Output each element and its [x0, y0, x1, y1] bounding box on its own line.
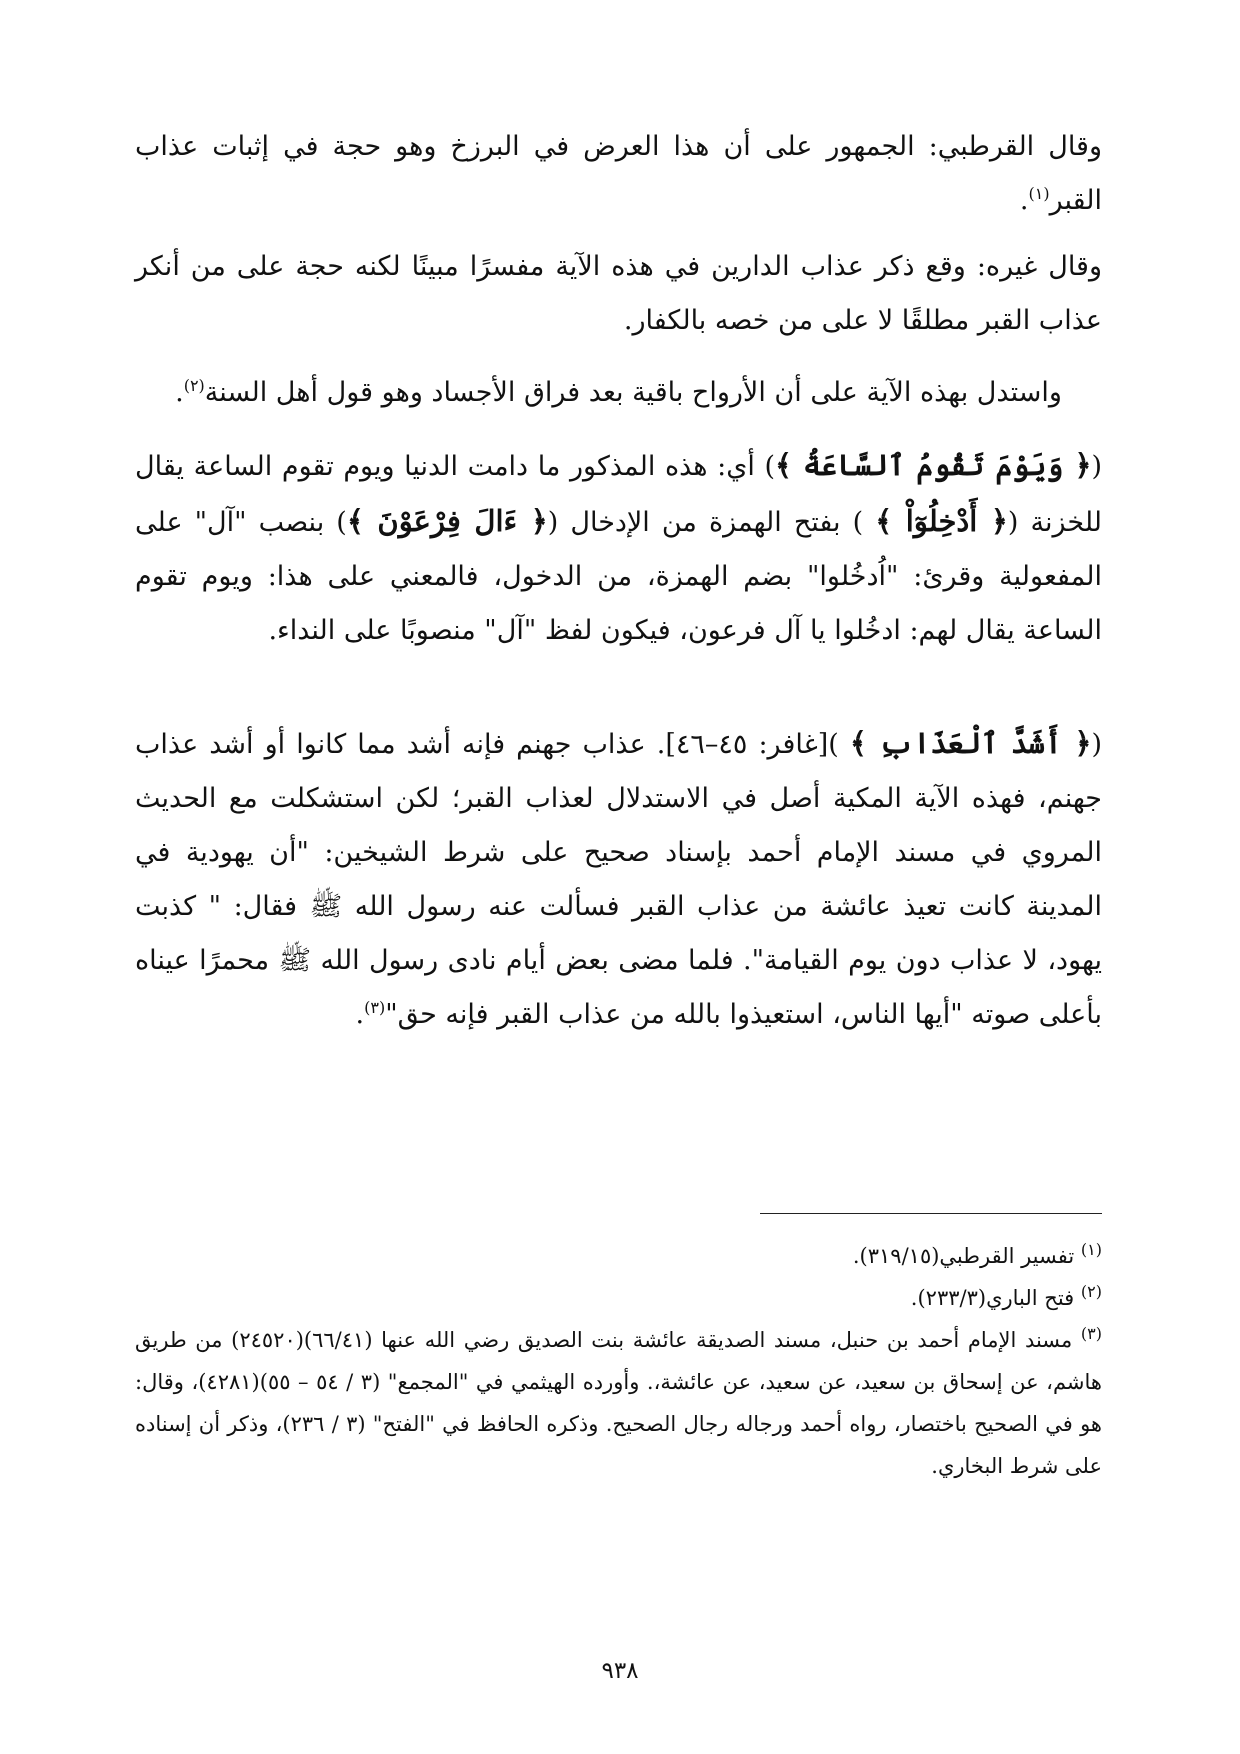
footnote-reference: (٢) [183, 376, 205, 395]
footnote-marker: (٢) [1080, 1282, 1102, 1301]
body-text: ) بنصب "آل" على المفعولية وقرئ: "اُدخُلوا" بضم الهمزة، من الدخول، فالمعني على هذا: ويوم تقوم الساعة يقال لهم: ادخُلوا يا آل فرعون، فيكون لفظ "آل" منصوبًا على النداء. [135, 507, 1102, 646]
footnote-marker: (١) [1080, 1240, 1102, 1259]
footnote-reference: (٣) [364, 998, 386, 1017]
body-text: . [1019, 185, 1029, 216]
body-text: )[غافر: ٤٥–٤٦]. عذاب جهنم فإنه أشد مما كانوا أو أشد عذاب جهنم، فهذه الآية المكية أصل في الاستدلال لعذاب القبر؛ لكن استشكلت مع الحديث المروي في مسند الإمام أحمد بإسناد صحيح على شرط الشيخين: "أن يهودية في المدينة كانت تعيذ عائشة من عذاب القبر فسألت عنه رسول الله ﷺ فقال: " كذبت يهود، لا عذاب دون يوم القيامة". فلما مضى بعض أيام نادى رسول الله ﷺ محمرًا عيناه بأعلى صوته "أيها الناس، استعيذوا بالله من عذاب القبر فإنه حق" [135, 729, 1102, 1030]
quran-verse: ﴿ وَيَوْمَ تَقُومُ ٱلسَّاعَةُ ﴾ [775, 448, 1092, 482]
footnote-1 [135, 1235, 1102, 1277]
footnote-text: مسند الإمام أحمد بن حنبل، مسند الصديقة عائشة بنت الصديق رضي الله عنها (٦٦/٤١)(٢٤٥٢٠) من طريق هاشم، عن إسحاق بن سعيد، عن سعيد، عن عائشة،. وأورده الهيثمي في "المجمع" (٣ / ٥٤ – ٥٥)(٤٢٨١)، وقال: هو في الصحيح باختصار، رواه أحمد ورجاله رجال الصحيح. وذكره الحافظ في "الفتح" (٣ / ٢٣٦)، وذكر أن إسناده على شرط البخاري. [135, 1328, 1102, 1478]
footnote-2 [135, 1277, 1102, 1319]
page-number: ٩٣٨ [601, 1658, 639, 1684]
quran-verse: ﴿ أَشَدَّ ٱلْعَذَابِ ﴾ [849, 726, 1092, 760]
quran-verse: ﴿ ءَالَ فِرْعَوْنَ ﴾ [346, 504, 548, 538]
footnote-reference: (١) [1028, 184, 1050, 203]
paragraph-severest-punishment [135, 716, 1102, 1042]
paragraph-qurtubi [135, 120, 1102, 228]
body-text: وقال غيره: وقع ذكر عذاب الدارين في هذه الآية مفسرًا مبينًا لكنه حجة على من أنكر عذاب القبر مطلقًا لا على من خصه بالكفار. [135, 251, 1102, 336]
footnote-3 [135, 1319, 1102, 1487]
body-text: ( [1091, 729, 1103, 760]
body-text: وقال القرطبي: الجمهور على أن هذا العرض في البرزخ وهو حجة في إثبات عذاب القبر [135, 131, 1102, 216]
body-text: . [175, 377, 184, 408]
body-text: واستدل بهذه الآية على أن الأرواح باقية بعد فراق الأجساد وهو قول أهل السنة [204, 377, 1062, 408]
body-text: . [355, 999, 365, 1030]
quran-verse: ﴿ أَدْخِلُوٓاْ ﴾ [875, 504, 1008, 538]
paragraph-day-of-hour [135, 438, 1102, 658]
body-text: ( [1091, 451, 1102, 482]
footnote-separator [760, 1213, 1102, 1214]
footnote-marker: (٣) [1080, 1324, 1103, 1343]
body-text: ) بفتح الهمزة من الإدخال ( [547, 507, 876, 538]
footnote-text: تفسير القرطبي(٣١٩/١٥). [852, 1244, 1081, 1268]
paragraph-souls-remain [135, 366, 1102, 420]
paragraph-other-opinion [135, 240, 1102, 348]
footnote-text: فتح الباري(٢٣٣/٣). [910, 1286, 1081, 1310]
body-text: ) أي: هذه المذكور ما دامت الدنيا ويوم تقوم الساعة يقال للخزنة ( [135, 451, 1102, 538]
